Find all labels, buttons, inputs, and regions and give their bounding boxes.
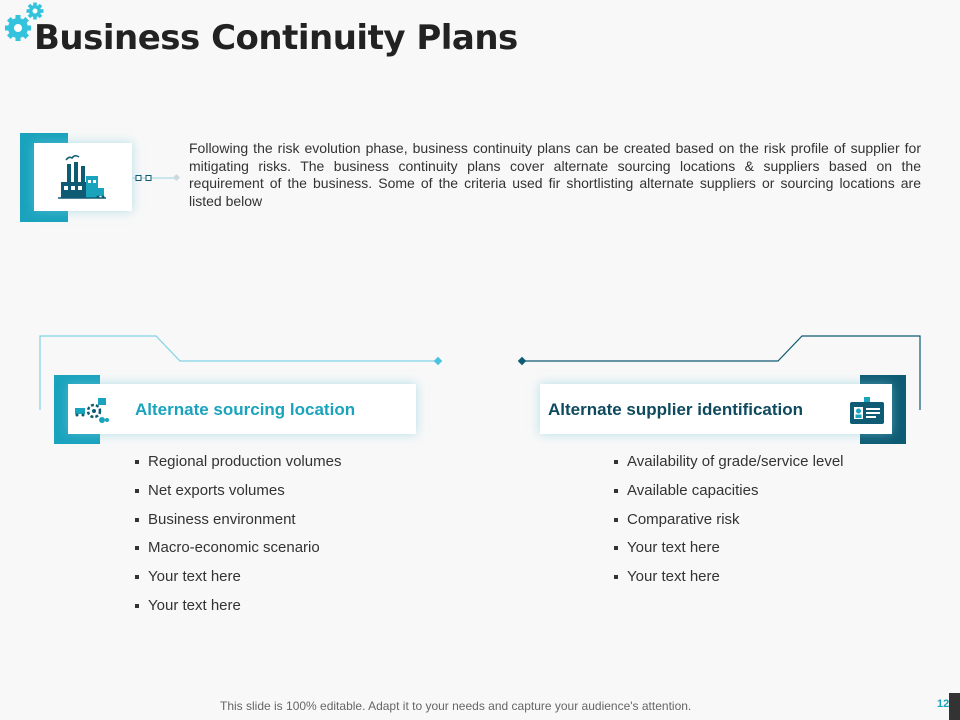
- list-item: Comparative risk: [614, 511, 844, 540]
- list-item: Regional production volumes: [135, 453, 341, 482]
- list-item: Available capacities: [614, 482, 844, 511]
- intro-connector: [132, 171, 182, 185]
- list-item: Your text here: [135, 597, 341, 626]
- list-item: Your text here: [135, 568, 341, 597]
- id-card-icon: [848, 397, 886, 425]
- list-item: Macro-economic scenario: [135, 539, 341, 568]
- list-item: Net exports volumes: [135, 482, 341, 511]
- footer-note: This slide is 100% editable. Adapt it to your needs and capture your audience's attention.: [220, 699, 692, 713]
- sourcing-location-title: Alternate sourcing location: [135, 400, 356, 419]
- supplier-criteria-list: [614, 453, 844, 597]
- intro-paragraph: Following the risk evolution phase, business continuity plans can be created based on the risk profile of supplier for mitigating risks. The business continuity plans cover alternate sourcing locations & suppliers based on the requirement of the business. Some of the criteria used fir shortlisting alternate suppliers or sourcing locations are listed below: [189, 140, 921, 209]
- corner-decoration: [949, 693, 960, 720]
- list-item: Availability of grade/service level: [614, 453, 844, 482]
- page-number: 12: [937, 698, 950, 710]
- page-title: Business Continuity Plans: [34, 18, 518, 58]
- list-item: Your text here: [614, 568, 844, 597]
- supplier-identification-title: Alternate supplier identification: [548, 400, 804, 419]
- factory-icon: [56, 152, 106, 200]
- list-item: Your text here: [614, 539, 844, 568]
- sourcing-criteria-list: [135, 453, 341, 626]
- sourcing-gears-icon: [74, 396, 110, 426]
- list-item: Business environment: [135, 511, 341, 540]
